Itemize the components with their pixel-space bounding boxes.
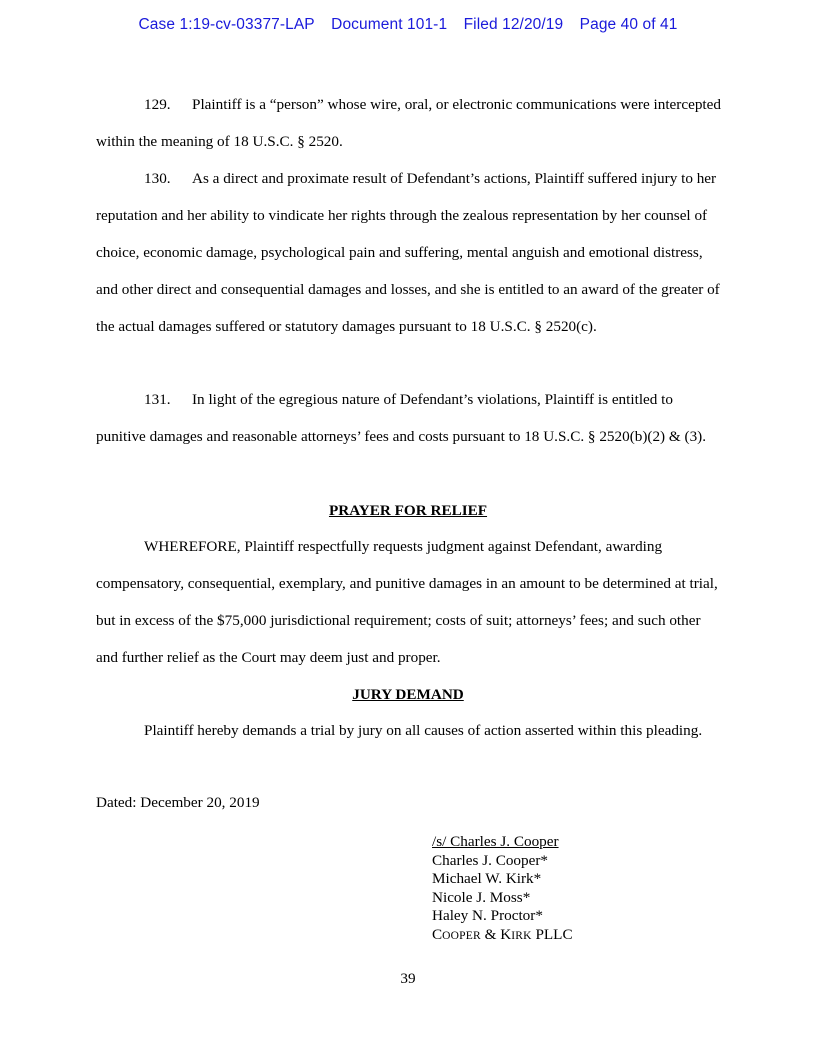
attorney-name: Michael W. Kirk* [432, 870, 542, 887]
jury-heading: JURY DEMAND [352, 686, 464, 703]
filed-date: Filed 12/20/19 [463, 16, 564, 33]
attorney-name: Nicole J. Moss* [432, 888, 531, 906]
attorney-name: Haley N. Proctor* [432, 907, 543, 924]
prayer-heading: PRAYER FOR RELIEF [328, 502, 488, 519]
paragraph-131 [96, 381, 726, 455]
paragraph-text: In light of the egregious nature of Defendant’s violations, Plaintiff is entitled to punitive damages and reasonable attorneys’ fees and costs pursuant to 18 U.S.C. § 2520(b)(2) & (3). [96, 391, 707, 445]
page-number: 39 [400, 970, 416, 987]
dated-line: Dated: December 20, 2019 [96, 794, 260, 811]
paragraph-130 [96, 160, 726, 345]
page-of-total: Page 40 of 41 [579, 16, 678, 33]
case-number: Case 1:19-cv-03377-LAP [138, 16, 315, 33]
paragraph-number: 130. [144, 170, 171, 187]
ecf-header [0, 16, 816, 34]
firm-name: COOPER & KIRK PLLC [432, 925, 573, 943]
paragraph-number: 129. [144, 96, 171, 113]
attorney-name: Charles J. Cooper* [432, 851, 548, 869]
paragraph-text: Plaintiff is a “person” whose wire, oral, or electronic communications were intercepted within the meaning of 18 U.S.C. § 2520. [96, 96, 721, 150]
paragraph-number: 131. [144, 391, 171, 408]
document-number: Document 101-1 [331, 16, 448, 33]
paragraph-text: As a direct and proximate result of Defendant’s actions, Plaintiff suffered injury to her reputation and her ability to vindicate her rights through the zealous representation by her counsel of choice, economic damage, psychological pain and suffering, mental anguish and emotional distress, and other direct and consequential damages and losses, and she is entitled to an award of the greater of the actual damages suffered or statutory damages pursuant to 18 U.S.C. § 2520(c). [96, 170, 720, 335]
signature-block [432, 833, 573, 945]
signature-line: /s/ Charles J. Cooper [432, 833, 559, 850]
jury-paragraph: Plaintiff hereby demands a trial by jury on all causes of action asserted within this pleading. [144, 722, 703, 739]
prayer-paragraph: WHEREFORE, Plaintiff respectfully requests judgment against Defendant, awarding compensatory, consequential, exemplary, and punitive damages in an amount to be determined at trial, but in excess of the $75,000 jurisdictional requirement; costs of suit; attorneys’ fees; and such other and further relief as the Court may deem just and proper. [96, 538, 718, 666]
paragraph-129 [96, 86, 726, 160]
